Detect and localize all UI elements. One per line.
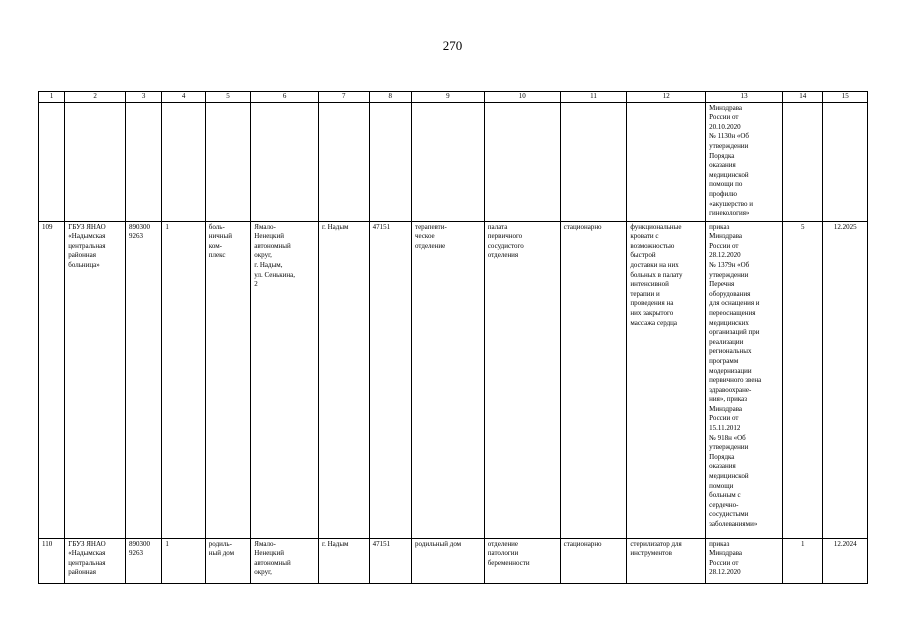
cell-building-type: боль- ничный ком- плекс — [205, 221, 250, 538]
table-row — [39, 221, 868, 538]
cell-regulation: приказ Минздрава России от 28.12.2020 № 1379н «Об утверждении Перечня оборудования для оснащения и переоснащения медицинских организаций при реализации региональных программ модернизации первичного звена здравоохране- ния», приказ Минздрава России от 15.11.2012 № 918н «Об утверждении Порядка оказания медицинской помощи больным с сердечно- сосудистыми заболеваниями» — [706, 221, 783, 538]
column-header-13: 13 — [706, 92, 783, 103]
cell-code — [369, 102, 411, 221]
cell-care-mode — [560, 102, 627, 221]
table-row — [39, 102, 868, 221]
column-header-1: 1 — [39, 92, 65, 103]
column-header-10: 10 — [484, 92, 560, 103]
cell-organization — [65, 102, 126, 221]
cell-department — [412, 102, 485, 221]
column-header-4: 4 — [162, 92, 205, 103]
cell-date: 12.2025 — [823, 221, 868, 538]
cell-care-mode: стационарно — [560, 221, 627, 538]
cell-department: терапевти- ческое отделение — [412, 221, 485, 538]
column-header-9: 9 — [412, 92, 485, 103]
cell-equipment: стерилизатор для инструментов — [627, 538, 706, 583]
cell-organization: ГБУЗ ЯНАО «Надымская центральная районная — [65, 538, 126, 583]
column-header-8: 8 — [369, 92, 411, 103]
cell-address: Ямало- Ненецкий автономный округ, г. Надым, ул. Сенькина, 2 — [251, 221, 319, 538]
cell-building-type: родиль- ный дом — [205, 538, 250, 583]
cell-col4: 1 — [162, 221, 205, 538]
cell-number — [39, 102, 65, 221]
column-header-3: 3 — [125, 92, 161, 103]
cell-number: 110 — [39, 538, 65, 583]
cell-regulation: приказ Минздрава России от 28.12.2020 — [706, 538, 783, 583]
cell-unit — [484, 102, 560, 221]
cell-code: 47151 — [369, 538, 411, 583]
column-header-5: 5 — [205, 92, 250, 103]
cell-unit: отделение патологии беременности — [484, 538, 560, 583]
cell-quantity: 5 — [783, 221, 823, 538]
cell-department: родильный дом — [412, 538, 485, 583]
cell-building-type — [205, 102, 250, 221]
cell-equipment: функциональные кровати с возможностью быстрой доставки на них больных в палату интенсивной терапии и проведения на них закрытого массажа сердца — [627, 221, 706, 538]
cell-city: г. Надым — [319, 538, 370, 583]
cell-col4: 1 — [162, 538, 205, 583]
column-header-2: 2 — [65, 92, 126, 103]
table-row — [39, 538, 868, 583]
column-header-7: 7 — [319, 92, 370, 103]
cell-city: г. Надым — [319, 221, 370, 538]
cell-date — [823, 102, 868, 221]
cell-care-mode: стационарно — [560, 538, 627, 583]
header-row — [39, 92, 868, 103]
cell-col4 — [162, 102, 205, 221]
cell-code: 47151 — [369, 221, 411, 538]
cell-quantity — [783, 102, 823, 221]
column-header-15: 15 — [823, 92, 868, 103]
cell-address: Ямало- Ненецкий автономный округ, — [251, 538, 319, 583]
column-header-14: 14 — [783, 92, 823, 103]
cell-address — [251, 102, 319, 221]
cell-city — [319, 102, 370, 221]
cell-equipment — [627, 102, 706, 221]
cell-unit: палата первичного сосудистого отделения — [484, 221, 560, 538]
page-number: 270 — [442, 38, 463, 53]
column-header-12: 12 — [627, 92, 706, 103]
equipment-table — [38, 91, 868, 584]
cell-number: 109 — [39, 221, 65, 538]
column-header-6: 6 — [251, 92, 319, 103]
cell-inn: 890300 9263 — [125, 538, 161, 583]
cell-quantity: 1 — [783, 538, 823, 583]
column-header-11: 11 — [560, 92, 627, 103]
cell-date: 12.2024 — [823, 538, 868, 583]
cell-organization: ГБУЗ ЯНАО «Надымская центральная районная больница» — [65, 221, 126, 538]
cell-inn: 890300 9263 — [125, 221, 161, 538]
cell-inn — [125, 102, 161, 221]
cell-regulation: Минздрава России от 20.10.2020 № 1130н «Об утверждении Порядка оказания медицинской помощи по профилю «акушерство и гинекология» — [706, 102, 783, 221]
